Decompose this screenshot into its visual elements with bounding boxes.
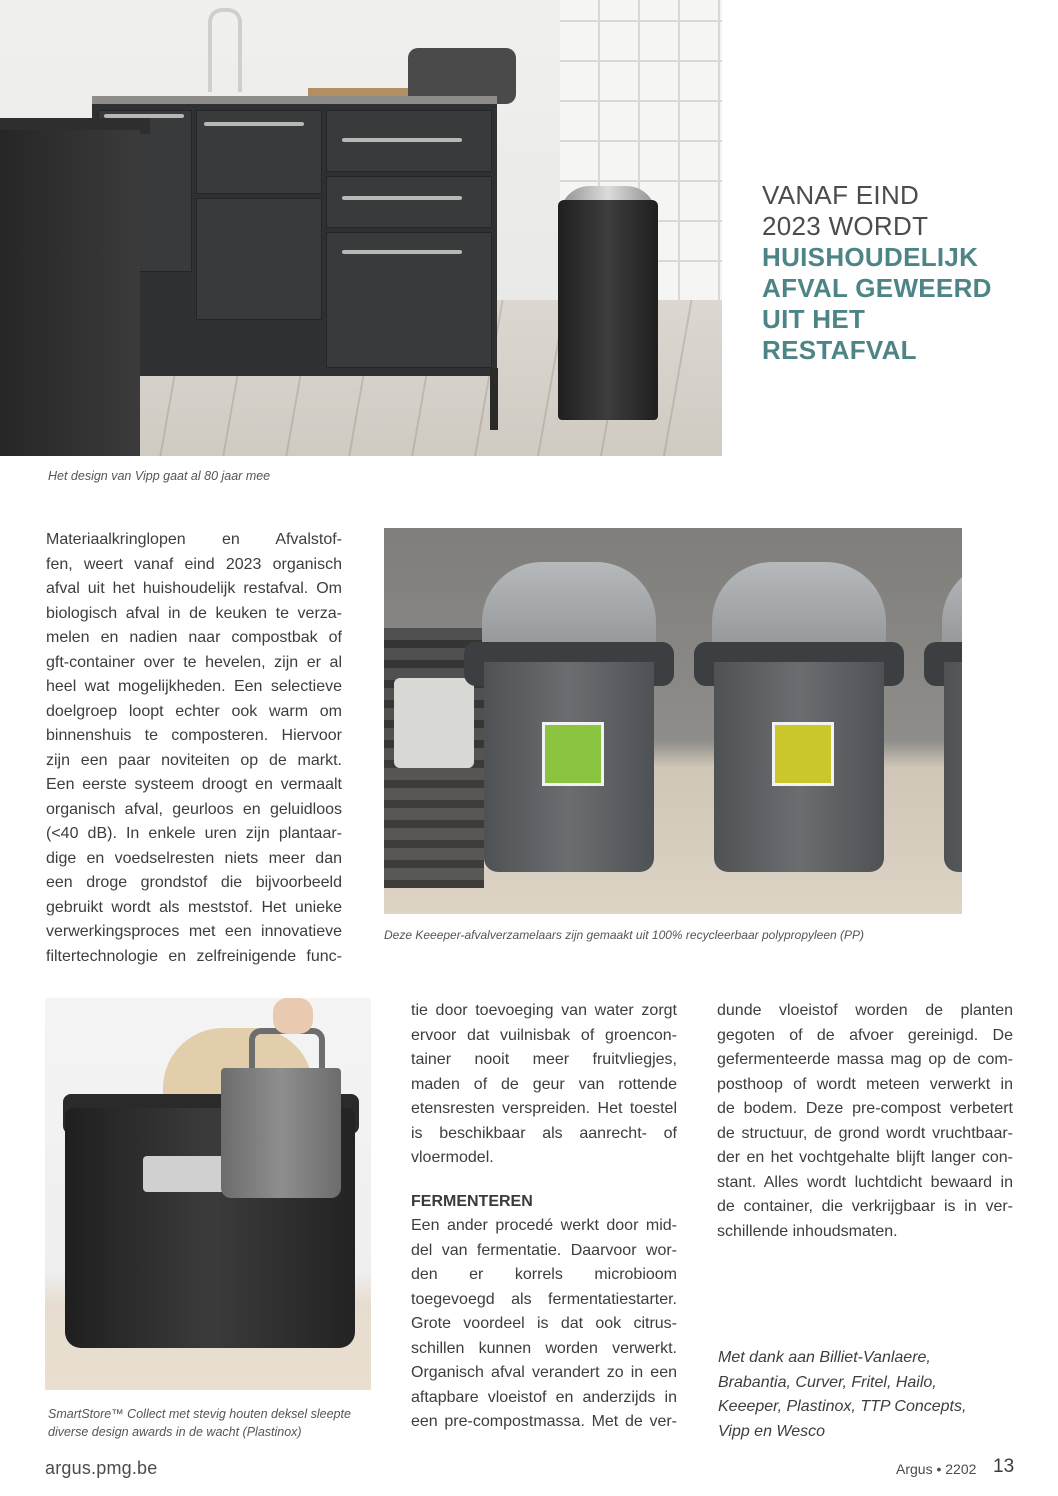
body-line: gebruikt wordt als meststof. Het unieke <box>46 898 342 916</box>
body-line: posthoop of wordt meteen verwerkt in <box>717 1075 1013 1093</box>
headline <box>762 180 1022 366</box>
kitchen-cabinet <box>92 96 497 376</box>
credits <box>718 1346 1018 1444</box>
body-line: gegoten of de afvoer gereinigd. De <box>717 1026 1013 1044</box>
smartstore-caption <box>48 1405 351 1441</box>
body-line: (<40 dB). In enkele uren zijn plantaar- <box>46 825 342 842</box>
body-line: zijn een paar noviteiten op de markt. <box>46 751 342 769</box>
body-line: biologisch afval in de keuken te verza- <box>46 604 342 622</box>
body-line: verwerkingsproces met een innovatieve <box>46 923 342 940</box>
body-line: heel wat mogelijkheden. Een selectieve <box>46 678 342 695</box>
bins-caption: Deze Keeeper-afvalverzamelaars zijn gemaakt uit 100% recycleerbaar polypropyleen (PP) <box>384 928 865 942</box>
body-line: Een eerste systeem droogt en vermaalt <box>46 776 342 793</box>
footer-issue: Argus • 2202 <box>896 1461 977 1477</box>
body-line: schillende inhoudsmaten. <box>717 1222 898 1240</box>
body-line: Grote voordeel is dat ook citrus- <box>411 1315 677 1332</box>
body-line: afval uit het huishoudelijk restafval. Om <box>46 580 342 597</box>
body-column-3 <box>717 999 1013 1244</box>
body-line: Organisch afval verandert zo in een <box>411 1364 677 1381</box>
body-line: binnenshuis te composteren. Hiervoor <box>46 727 342 744</box>
body-line: maden of de geur van rottende <box>411 1075 677 1093</box>
kitchen-caption: Het design van Vipp gaat al 80 jaar mee <box>48 469 271 483</box>
caption-line: diverse design awards in de wacht (Plastinox) <box>48 1425 302 1439</box>
body-line: de structuur, de grond wordt vruchtbaar- <box>717 1124 1013 1142</box>
headline-bold-line: AFVAL GEWEERD <box>762 273 992 303</box>
bins-photo <box>384 528 962 914</box>
body-line: melen en nadien naar compostbak of <box>46 629 342 646</box>
body-line: filtertechnologie en zelfreinigende func- <box>46 947 342 965</box>
kitchen-photo <box>0 0 722 456</box>
body-line: doelgroep loopt echter ook warm om <box>46 702 342 720</box>
credits-line: Keeeper, Plastinox, TTP Concepts, <box>718 1398 967 1415</box>
recycle-label-green <box>542 722 604 786</box>
page-number: 13 <box>993 1456 1015 1477</box>
smartstore-photo <box>45 998 371 1390</box>
body-line: gft-container over te hevelen, zijn er al <box>46 653 342 671</box>
body-column-1 <box>46 528 342 969</box>
headline-bold-line: HUISHOUDELIJK <box>762 242 979 272</box>
headline-line: VANAF EIND <box>762 180 920 210</box>
body-line: tainer nooit meer fruitvliegjes, <box>411 1051 677 1068</box>
body-line: etensresten verspreiden. Het toestel <box>411 1100 677 1117</box>
headline-bold-line: UIT HET <box>762 304 866 334</box>
waste-bin <box>464 542 674 862</box>
body-line: dunde vloeistof worden de planten <box>717 1002 1013 1019</box>
waste-bin <box>924 542 962 862</box>
body-line: de bodem. Deze pre-compost verbetert <box>717 1100 1013 1117</box>
body-column-2 <box>411 999 677 1435</box>
headline-line: 2023 WORDT <box>762 211 929 241</box>
pedal-bin <box>558 200 658 420</box>
body-line: een pre-compostmassa. Met de ver- <box>411 1413 677 1430</box>
footer-website-link[interactable]: argus.pmg.be <box>45 1458 158 1478</box>
body-line: de container, die verkrijgbaar is in ver- <box>717 1198 1013 1215</box>
body-line: toegevoegd als fermentatiestarter. <box>411 1290 677 1308</box>
body-line: fen, weert vanaf eind 2023 organisch <box>46 555 342 573</box>
credits-line: Vipp en Wesco <box>718 1422 826 1440</box>
body-line: vloermodel. <box>411 1149 494 1166</box>
body-line: Een ander procedé werkt door mid- <box>411 1217 677 1234</box>
credits-line: Brabantia, Curver, Fritel, Hailo, <box>718 1373 937 1391</box>
inner-bucket <box>221 1068 341 1198</box>
body-line: schillen kunnen worden verwerkt. <box>411 1339 677 1357</box>
body-line: der en het vochtgehalte blijft langer con- <box>717 1149 1013 1166</box>
recycle-label-yellow <box>772 722 834 786</box>
body-line: del van fermentatie. Daarvoor wor- <box>411 1241 677 1259</box>
caption-line: SmartStore™ Collect met stevig houten deksel sleepte <box>48 1407 351 1421</box>
body-line: dige en voedselresten niets meer dan <box>46 849 342 867</box>
credits-line: Met dank aan Billiet-Vanlaere, <box>718 1349 931 1366</box>
body-line: den er korrels microbioom <box>411 1266 677 1283</box>
body-line: is beschikbaar als aanrecht- of <box>411 1124 677 1142</box>
body-line: gefermenteerde massa mag op de com- <box>717 1051 1013 1068</box>
headline-bold-line: RESTAFVAL <box>762 335 917 365</box>
body-line: een droge grondstof die bijvoorbeeld <box>46 874 342 891</box>
waste-bin <box>694 542 904 862</box>
body-line: ervoor dat vuilnisbak of groencon- <box>411 1026 677 1044</box>
body-line: Materiaalkringlopen en Afvalstof- <box>46 531 342 548</box>
body-line: stant. Alles wordt luchtdicht bewaard in <box>717 1173 1013 1191</box>
subheading-fermenteren: FERMENTEREN <box>411 1192 533 1210</box>
body-line: organisch afval, geurloos en geluidloos <box>46 800 342 818</box>
body-line: aftapbare vloeistof en anderzijds in <box>411 1388 677 1406</box>
body-line: tie door toevoeging van water zorgt <box>411 1002 677 1019</box>
